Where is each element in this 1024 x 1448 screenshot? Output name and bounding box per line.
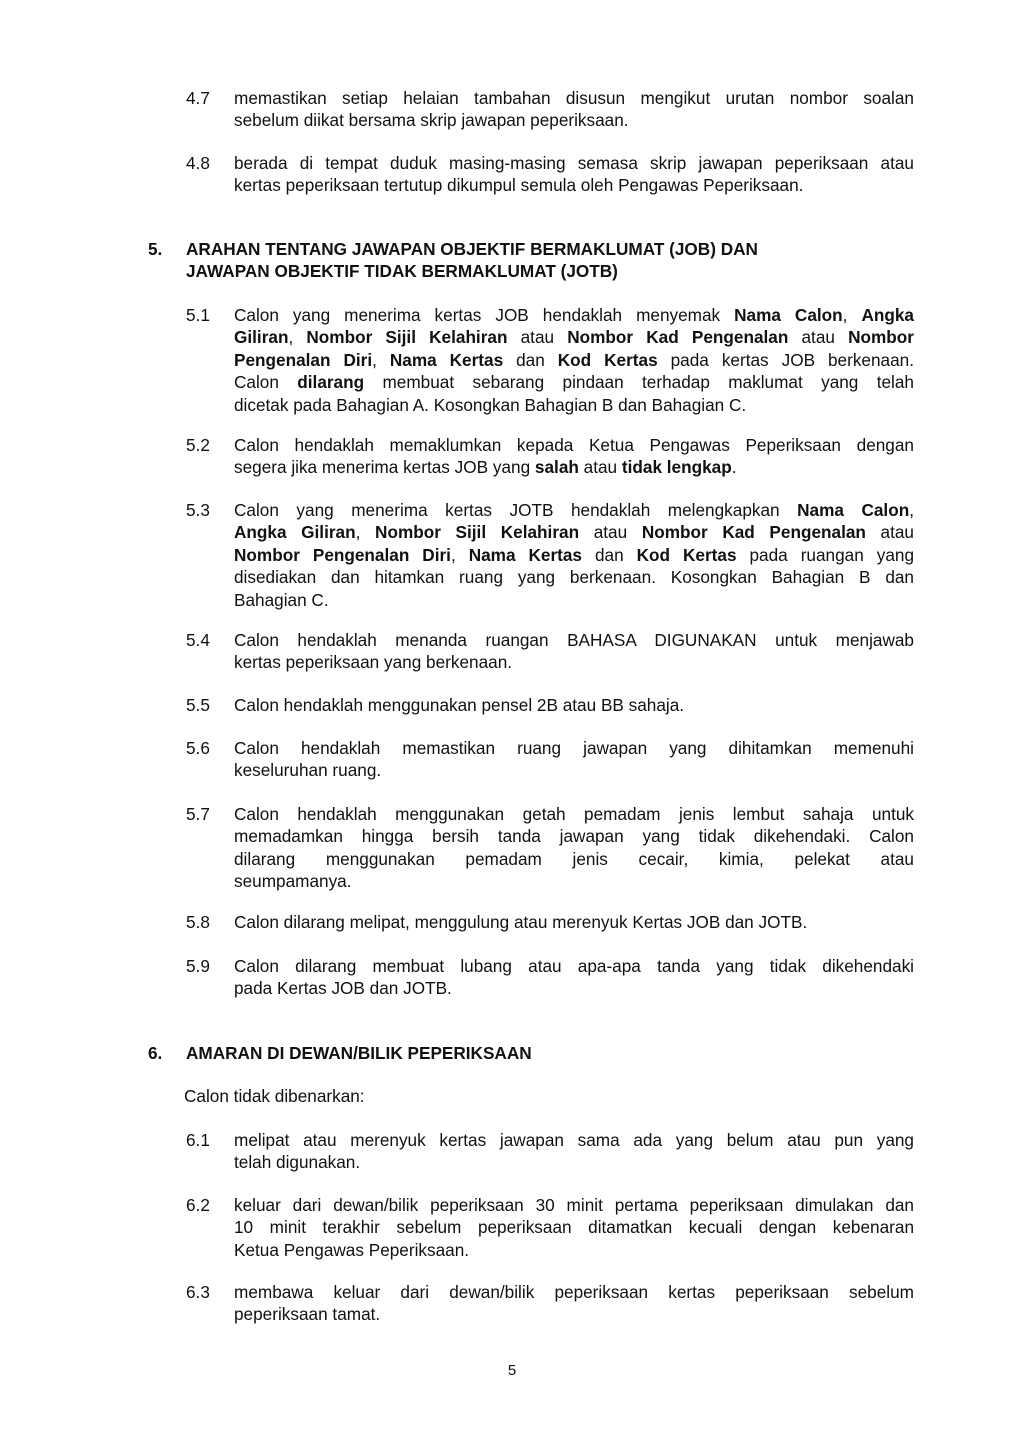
item-text-line: keseluruhan ruang. bbox=[234, 760, 382, 781]
item-4-8 bbox=[186, 152, 914, 197]
section-number: 5. bbox=[148, 239, 163, 259]
item-text-line bbox=[234, 394, 914, 416]
text-run: disediakan dan hitamkan ruang yang berkenaan. Kosongkan Bahagian B dan bbox=[234, 567, 914, 588]
text-run: Calon yang menerima kertas JOTB hendaklah melengkapkan bbox=[234, 500, 798, 520]
item-6-2 bbox=[186, 1194, 914, 1261]
item-text-line bbox=[234, 304, 914, 326]
item-text-line bbox=[234, 589, 914, 611]
item-text-line bbox=[234, 434, 914, 456]
item-text-line: 10 minit terakhir sebelum peperiksaan ditamatkan kecuali dengan kebenaran bbox=[234, 1217, 914, 1238]
item-text-line bbox=[234, 499, 914, 521]
item-text-line bbox=[234, 521, 914, 543]
item-number: 6.2 bbox=[186, 1195, 210, 1215]
text-run: , bbox=[355, 522, 376, 543]
page-number: 5 bbox=[507, 1362, 517, 1379]
text-run: Bahagian C. bbox=[234, 589, 329, 610]
bold-term: Pengenalan Diri bbox=[234, 349, 373, 370]
text-run: pada ruangan yang bbox=[736, 544, 915, 565]
item-text-line bbox=[234, 456, 914, 478]
item-text-line: Calon hendaklah menanda ruangan BAHASA DIGUNAKAN untuk menjawab bbox=[234, 630, 914, 650]
item-text-line bbox=[234, 371, 914, 393]
text-run: Calon yang menerima kertas JOB hendaklah menyemak bbox=[234, 305, 735, 325]
item-text-line: memadamkan hingga bersih tanda jawapan yang tidak dikehendaki. Calon bbox=[234, 826, 914, 847]
item-5-6 bbox=[186, 737, 914, 782]
text-run: dan bbox=[503, 349, 558, 370]
item-text-line: peperiksaan tamat. bbox=[234, 1304, 381, 1325]
item-text-line: melipat atau merenyuk kertas jawapan sama ada yang belum atau pun yang bbox=[234, 1130, 914, 1150]
item-5-5 bbox=[186, 694, 914, 716]
item-text-line: kertas peperiksaan tertutup dikumpul semula oleh Pengawas Peperiksaan. bbox=[234, 175, 804, 196]
item-text-line: Calon dilarang membuat lubang atau apa-apa tanda yang tidak dikehendaki bbox=[234, 956, 914, 976]
item-text-line: kertas peperiksaan yang berkenaan. bbox=[234, 652, 513, 673]
item-5-3 bbox=[186, 499, 914, 611]
text-run: atau bbox=[579, 522, 642, 543]
item-text-line: Calon hendaklah menggunakan pensel 2B atau BB sahaja. bbox=[234, 695, 685, 715]
text-run: segera jika menerima kertas JOB yang bbox=[234, 457, 535, 478]
bold-term: tidak lengkap bbox=[621, 457, 732, 478]
bold-term: Angka Giliran bbox=[234, 522, 356, 543]
text-run: , bbox=[450, 544, 469, 565]
item-number: 4.7 bbox=[186, 88, 210, 108]
text-run: membuat sebarang pindaan terhadap maklumat yang telah bbox=[364, 372, 914, 393]
item-number: 4.8 bbox=[186, 153, 210, 173]
item-text-line: sebelum diikat bersama skrip jawapan peperiksaan. bbox=[234, 110, 629, 131]
item-4-7 bbox=[186, 87, 914, 132]
item-text-line: Calon hendaklah menggunakan getah pemadam jenis lembut sahaja untuk bbox=[234, 804, 914, 824]
item-text-line: dilarang menggunakan pemadam jenis cecair, kimia, pelekat atau bbox=[234, 848, 914, 869]
bold-term: Kod Kertas bbox=[557, 349, 658, 370]
item-number: 5.7 bbox=[186, 804, 210, 824]
item-number: 5.9 bbox=[186, 956, 210, 976]
text-run: dan bbox=[582, 544, 637, 565]
item-text-line: Calon dilarang melipat, menggulung atau merenyuk Kertas JOB dan JOTB. bbox=[234, 912, 808, 932]
item-text-line: memastikan setiap helaian tambahan disusun mengikut urutan nombor soalan bbox=[234, 88, 914, 108]
item-number: 5.6 bbox=[186, 738, 210, 758]
item-number: 5.1 bbox=[186, 305, 210, 325]
item-number: 5.3 bbox=[186, 500, 210, 520]
item-5-9 bbox=[186, 955, 914, 1000]
item-text-line: pada Kertas JOB dan JOTB. bbox=[234, 978, 452, 999]
item-number: 5.2 bbox=[186, 435, 210, 455]
item-6-1 bbox=[186, 1129, 914, 1174]
text-run: Calon bbox=[234, 372, 298, 393]
text-run: atau bbox=[865, 522, 914, 543]
bold-term: Kod Kertas bbox=[636, 544, 737, 565]
bold-term: Angka bbox=[861, 305, 914, 325]
text-run: . bbox=[731, 457, 737, 478]
section-title-line: ARAHAN TENTANG JAWAPAN OBJEKTIF BERMAKLUMAT (JOB) DAN bbox=[186, 239, 758, 259]
item-text-line bbox=[234, 326, 914, 348]
item-number: 6.1 bbox=[186, 1130, 210, 1150]
bold-term: Nombor Sijil Kelahiran bbox=[306, 327, 508, 348]
bold-term: dilarang bbox=[297, 372, 365, 393]
item-text-line bbox=[234, 544, 914, 566]
item-text-line bbox=[234, 349, 914, 371]
section-5-heading bbox=[148, 238, 758, 283]
bold-term: Nombor Pengenalan Diri bbox=[234, 544, 451, 565]
item-text-line: telah digunakan. bbox=[234, 1152, 361, 1173]
section-title-line: JAWAPAN OBJEKTIF TIDAK BERMAKLUMAT (JOTB) bbox=[186, 261, 618, 282]
bold-term: Nombor Kad Pengenalan bbox=[641, 522, 866, 543]
text-run: pada kertas JOB berkenaan. bbox=[657, 349, 915, 370]
bold-term: Nama Calon bbox=[797, 500, 910, 520]
text-run: , bbox=[372, 349, 390, 370]
bold-term: salah bbox=[534, 457, 579, 478]
item-5-8 bbox=[186, 911, 914, 933]
text-run: dicetak pada Bahagian A. Kosongkan Bahagian B dan Bahagian C. bbox=[234, 394, 747, 415]
item-number: 6.3 bbox=[186, 1282, 210, 1302]
item-5-4 bbox=[186, 629, 914, 674]
bold-term: Nama Kertas bbox=[389, 349, 504, 370]
item-text-line: seumpamanya. bbox=[234, 871, 352, 892]
text-run: atau bbox=[788, 327, 849, 348]
item-number: 5.4 bbox=[186, 630, 210, 650]
text-run: , bbox=[842, 305, 862, 325]
section-title-line: AMARAN DI DEWAN/BILIK PEPERIKSAAN bbox=[186, 1043, 532, 1063]
section-number: 6. bbox=[148, 1043, 163, 1063]
text-run: Calon hendaklah memaklumkan kepada Ketua Pengawas Peperiksaan dengan bbox=[234, 435, 914, 455]
bold-term: Nombor Kad Pengenalan bbox=[567, 327, 789, 348]
item-5-2 bbox=[186, 434, 914, 479]
item-5-1 bbox=[186, 304, 914, 416]
bold-term: Nama Kertas bbox=[468, 544, 582, 565]
item-5-7 bbox=[186, 803, 914, 893]
bold-term: Giliran bbox=[234, 327, 289, 348]
section-6-intro: Calon tidak dibenarkan: bbox=[184, 1086, 365, 1106]
item-text-line: Ketua Pengawas Peperiksaan. bbox=[234, 1239, 470, 1260]
item-number: 5.8 bbox=[186, 912, 210, 932]
item-text-line: keluar dari dewan/bilik peperiksaan 30 minit pertama peperiksaan dimulakan dan bbox=[234, 1195, 914, 1215]
text-run: atau bbox=[578, 457, 622, 478]
bold-term: Nombor bbox=[848, 327, 914, 348]
item-text-line: berada di tempat duduk masing-masing semasa skrip jawapan peperiksaan atau bbox=[234, 153, 914, 173]
bold-term: Nama Calon bbox=[734, 305, 843, 325]
text-run: , bbox=[909, 500, 914, 520]
text-run: , bbox=[288, 327, 307, 348]
text-run: atau bbox=[507, 327, 568, 348]
item-6-3 bbox=[186, 1281, 914, 1326]
item-text-line: Calon hendaklah memastikan ruang jawapan yang dihitamkan memenuhi bbox=[234, 738, 914, 758]
bold-term: Nombor Sijil Kelahiran bbox=[375, 522, 580, 543]
item-text-line bbox=[234, 566, 914, 588]
item-number: 5.5 bbox=[186, 695, 210, 715]
section-6-heading bbox=[148, 1042, 532, 1064]
item-text-line: membawa keluar dari dewan/bilik peperiksaan kertas peperiksaan sebelum bbox=[234, 1282, 914, 1302]
